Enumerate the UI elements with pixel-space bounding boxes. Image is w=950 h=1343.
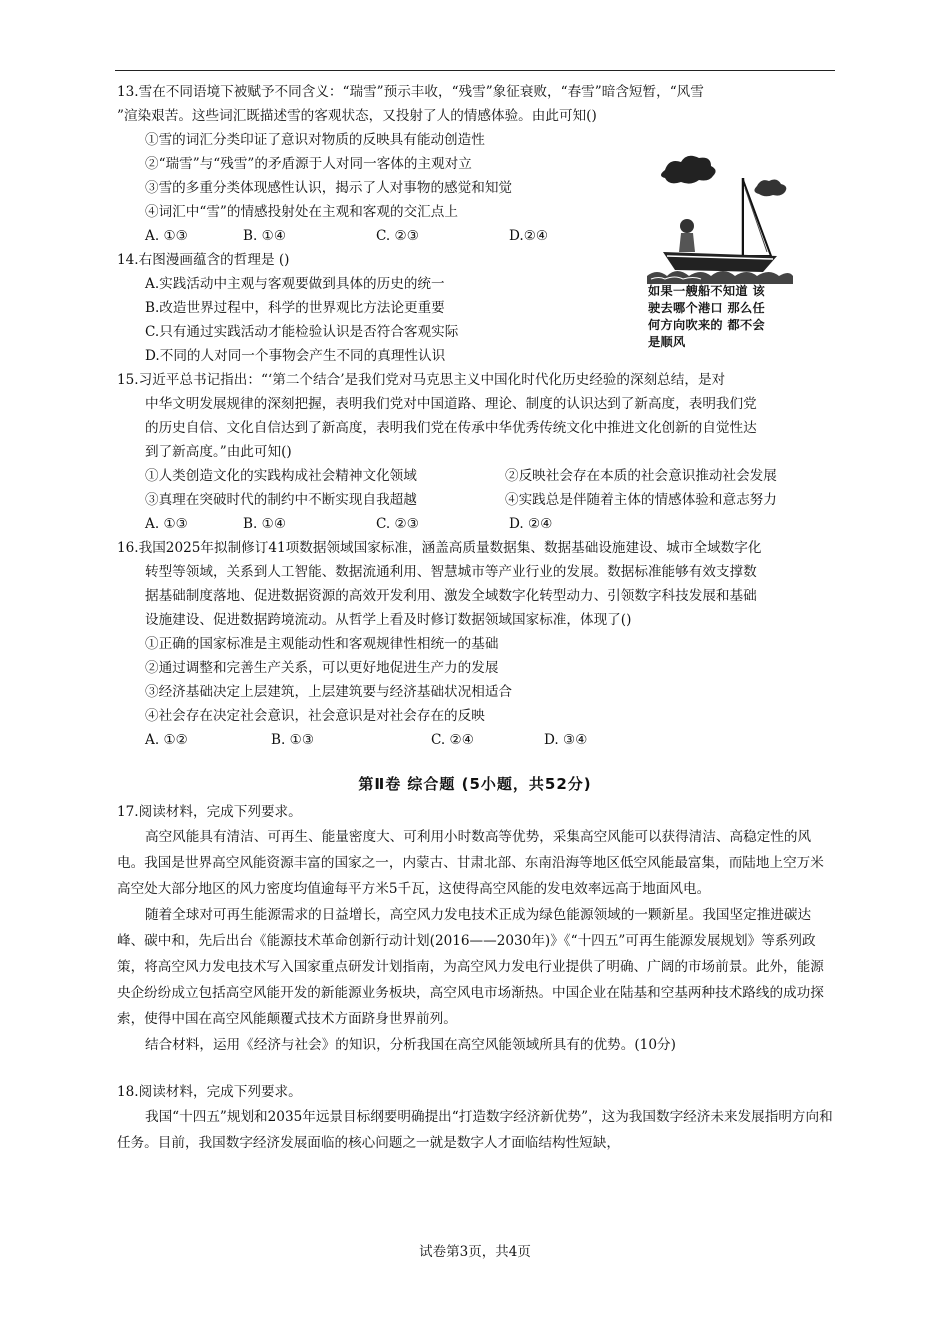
q16-stem-line3: 据基础制度落地、促进数据资源的高效开发利用、激发全域数字化转型动力、引领数字科技发展和基础 bbox=[145, 588, 757, 604]
q15-choice-d[interactable]: D. ②④ bbox=[509, 516, 553, 532]
q17-task: 结合材料，运用《经济与社会》的知识，分析我国在高空风能领域所具有的优势。(10分) bbox=[145, 1037, 676, 1053]
q16-statement-2: ②通过调整和完善生产关系，可以更好地促进生产力的发展 bbox=[145, 660, 499, 676]
q15-stem-line1: 15.习近平总书记指出：“‘第二个结合’是我们党对马克思主义中国化时代化历史经验的深刻总结，是对 bbox=[117, 372, 726, 388]
q16-stem-line1: 16.我国2025年拟制修订41项数据领域国家标准，涵盖高质量数据集、数据基础设施建设、城市全域数字化 bbox=[117, 540, 762, 556]
q15-choice-c[interactable]: C. ②③ bbox=[376, 516, 419, 532]
q17-paragraph-1: 高空风能具有清洁、可再生、能量密度大、可利用小时数高等优势，采集高空风能可以获得清洁、高稳定性的风电。我国是世界高空风能资源丰富的国家之一，内蒙古、甘肃北部、东南沿海等地区低空风能最富集，而陆地上空万米高空处大部分地区的风力密度均值逾每平方米5千瓦，这使得高空风能的发电效率远高于地面风电。 bbox=[117, 829, 824, 897]
q16-choice-d[interactable]: D. ③④ bbox=[544, 732, 588, 748]
q15-statement-3: ③真理在突破时代的制约中不断实现自我超越 bbox=[145, 492, 417, 508]
q15-choices bbox=[117, 512, 833, 536]
q15-choice-a[interactable]: A. ①③ bbox=[145, 516, 188, 532]
q16-choice-a[interactable]: A. ①② bbox=[145, 732, 188, 748]
q15-statement-1: ①人类创造文化的实践构成社会精神文化领域 bbox=[145, 468, 417, 484]
q15-choice-b[interactable]: B. ①④ bbox=[243, 516, 287, 532]
q14-choice-b[interactable]: B.改造世界过程中，科学的世界观比方法论更重要 bbox=[145, 300, 445, 316]
q14-stem: 14.右图漫画蕴含的哲理是 () bbox=[117, 252, 290, 268]
q15-statement-4: ④实践总是伴随着主体的情感体验和意志努力 bbox=[505, 492, 777, 508]
q13-statement-1: ①雪的词汇分类印证了意识对物质的反映具有能动创造性 bbox=[145, 132, 485, 148]
q14-choice-a[interactable]: A.实践活动中主观与客观要做到具体的历史的统一 bbox=[145, 276, 445, 292]
q16-choices bbox=[117, 728, 833, 752]
cartoon-caption-line2: 驶去哪个港口 那么任 bbox=[648, 301, 765, 315]
q16-choice-c[interactable]: C. ②④ bbox=[431, 732, 474, 748]
q15-statements-row2 bbox=[117, 488, 833, 512]
q15-statements-row1 bbox=[117, 464, 833, 488]
question-16 bbox=[117, 536, 833, 752]
q18-heading: 18.阅读材料，完成下列要求。 bbox=[117, 1084, 302, 1100]
answer-space bbox=[117, 1058, 833, 1080]
q17-paragraph-2: 随着全球对可再生能源需求的日益增长，高空风力发电技术正成为绿色能源领域的一颗新星。我国坚定推进碳达峰、碳中和，先后出台《能源技术革命创新行动计划(2016——2030年)》《“十四五”可再生能源发展规划》等系列政策，将高空风力发电技术写入国家重点研发计划指南，为高空风力发电行业提供了明确、广阔的市场前景。此外，能源央企纷纷成立包括高空风能开发的新能源业务板块，高空风电市场渐热。中国企业在陆基和空基两种技术路线的成功探索，使得中国在高空风能颠覆式技术方面跻身世界前列。 bbox=[117, 907, 824, 1027]
q13-choice-b[interactable]: B. ①④ bbox=[243, 228, 287, 244]
q13-stem-line1: 13.雪在不同语境下被赋予不同含义：“瑞雪”预示丰收，“残雪”象征衰败，“春雪”暗含短暂，“风雪 bbox=[117, 84, 704, 100]
question-15 bbox=[117, 368, 833, 536]
q15-stem-line2: 中华文明发展规律的深刻把握，表明我们党对中国道路、理论、制度的认识达到了新高度，表明我们党 bbox=[145, 396, 757, 412]
section-2-title: 第Ⅱ卷 综合题 (5小题，共52分) bbox=[358, 775, 592, 793]
q13-choice-a[interactable]: A. ①③ bbox=[145, 228, 188, 244]
cartoon-caption bbox=[648, 283, 798, 351]
q16-statement-1: ①正确的国家标准是主观能动性和客观规律性相统一的基础 bbox=[145, 636, 499, 652]
q16-stem-line4: 设施建设、促进数据跨境流动。从哲学上看及时修订数据领域国家标准，体现了() bbox=[145, 612, 632, 628]
q13-choice-c[interactable]: C. ②③ bbox=[376, 228, 419, 244]
q14-choice-c[interactable]: C.只有通过实践活动才能检验认识是否符合客观实际 bbox=[145, 324, 459, 340]
q15-stem-line4: 到了新高度。”由此可知() bbox=[145, 444, 292, 460]
q13-statement-4: ④词汇中“雪”的情感投射处在主观和客观的交汇点上 bbox=[145, 204, 458, 220]
header-rule bbox=[115, 70, 835, 71]
q13-choice-d[interactable]: D.②④ bbox=[509, 228, 549, 244]
q16-stem-line2: 转型等领域，关系到人工智能、数据流通利用、智慧城市等产业行业的发展。数据标准能够有效支撑数 bbox=[145, 564, 757, 580]
q16-statement-4: ④社会存在决定社会意识，社会意识是对社会存在的反映 bbox=[145, 708, 485, 724]
q17-heading: 17.阅读材料，完成下列要求。 bbox=[117, 804, 302, 820]
q14-choice-d[interactable]: D.不同的人对同一个事物会产生不同的真理性认识 bbox=[145, 348, 446, 364]
q13-stem-line2: ”渲染艰苦。这些词汇既描述雪的客观状态，又投射了人的情感体验。由此可知() bbox=[117, 108, 597, 124]
cartoon-caption-line3: 何方向吹来的 都不会 bbox=[648, 318, 765, 332]
page-footer: 试卷第3页，共4页 bbox=[419, 1244, 531, 1260]
cartoon-caption-line4: 是顺风 bbox=[648, 335, 686, 349]
cartoon-caption-line1: 如果一艘船不知道 该 bbox=[648, 284, 765, 298]
q16-statement-3: ③经济基础决定上层建筑，上层建筑要与经济基础状况相适合 bbox=[145, 684, 513, 700]
q13-statement-3: ③雪的多重分类体现感性认识，揭示了人对事物的感觉和知觉 bbox=[145, 180, 513, 196]
question-17 bbox=[117, 800, 833, 1058]
q16-choice-b[interactable]: B. ①③ bbox=[271, 732, 315, 748]
q15-stem-line3: 的历史自信、文化自信达到了新高度，表明我们党在传承中华优秀传统文化中推进文化创新的自觉性达 bbox=[145, 420, 757, 436]
question-18 bbox=[117, 1080, 833, 1156]
q18-paragraph-1: 我国“十四五”规划和2035年远景目标纲要明确提出“打造数字经济新优势”，这为我国数字经济未来发展指明方向和任务。目前，我国数字经济发展面临的核心问题之一就是数字人才面临结构性短缺， bbox=[117, 1109, 833, 1151]
q13-statement-2: ②“瑞雪”与“残雪”的矛盾源于人对同一客体的主观对立 bbox=[145, 156, 472, 172]
q15-statement-2: ②反映社会存在本质的社会意识推动社会发展 bbox=[505, 468, 777, 484]
